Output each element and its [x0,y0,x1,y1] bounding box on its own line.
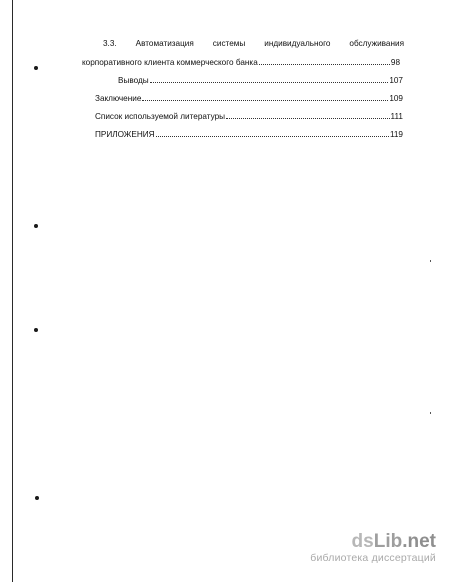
toc-entry-3-3-line1 [103,39,404,49]
toc-entry-word: системы [212,39,246,48]
toc-entry-zaklyuchenie [95,93,403,104]
toc-entry-word: индивидуального [264,39,331,48]
toc-page-number: 98 [390,58,400,67]
dot-leader [142,93,388,101]
dot-leader [259,57,390,65]
toc-entry-3-3-line2 [82,57,400,68]
toc-entry-vyvody [118,75,403,86]
dslib-watermark [310,532,436,565]
toc-entry-title: ПРИЛОЖЕНИЯ [95,130,155,139]
dot-leader [226,111,389,119]
toc-entry-title: Заключение [95,94,142,103]
watermark-caption: библиотека диссертаций [310,552,436,564]
toc-entry-word: обслуживания [349,39,405,48]
toc-entry-prilozheniya [95,129,403,140]
dot-leader [156,129,389,137]
toc-entry-literatura [95,111,403,122]
toc-entry-title: Список используемой литературы [95,112,226,121]
toc-entry-number: 3.3. [103,39,117,48]
dslib-logo [310,532,436,552]
toc-entry-word: Автоматизация [135,39,194,48]
toc-entry-title: корпоративного клиента коммерческого банка [82,58,258,67]
toc-entry-title: Выводы [118,76,149,85]
logo-part: Lib [373,531,403,552]
logo-part: .net [402,531,436,552]
toc-page-number: 111 [390,112,403,121]
logo-part: ds [351,531,374,552]
toc-page-number: 107 [389,76,403,85]
toc-page-number: 109 [389,94,403,103]
dot-leader [150,75,389,83]
toc-page-number: 119 [389,130,403,139]
